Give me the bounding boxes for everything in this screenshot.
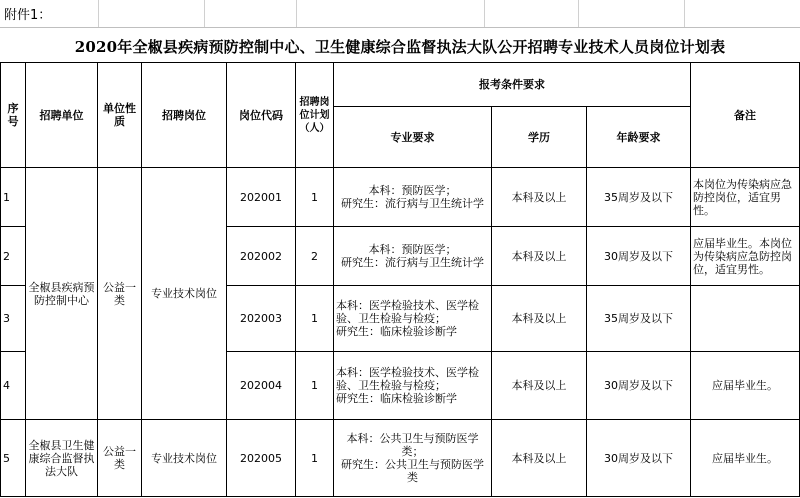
cell-education: 本科及以上: [492, 352, 587, 420]
cell-unit: 全椒县卫生健康综合监督执法大队: [26, 420, 98, 497]
cell-code: 202003: [227, 286, 296, 352]
major-undergrad: 本科：医学检验技术、医学检验、卫生检验与检疫；: [336, 366, 479, 392]
major-graduate: 研究生：临床检验诊断学: [336, 325, 457, 338]
cell-code: 202005: [227, 420, 296, 497]
header-requirements: 报考条件要求: [334, 63, 691, 107]
sheet-gridline: [484, 0, 485, 27]
major-graduate: 研究生：公共卫生与预防医学类: [341, 458, 484, 484]
cell-major: [334, 168, 492, 227]
header-plan: 招聘岗位计划（人）: [296, 63, 334, 168]
cell-age: 30周岁及以下: [587, 420, 691, 497]
header-code: 岗位代码: [227, 63, 296, 168]
cell-age: 35周岁及以下: [587, 168, 691, 227]
cell-plan: 1: [296, 286, 334, 352]
cell-code: 202004: [227, 352, 296, 420]
cell-plan: 2: [296, 227, 334, 286]
cell-remark: 应届毕业生。: [691, 420, 800, 497]
sheet-gridline: [204, 0, 205, 27]
cell-major: [334, 286, 492, 352]
major-graduate: 研究生：流行病与卫生统计学: [341, 197, 484, 210]
table-row: [1, 168, 800, 227]
cell-post: 专业技术岗位: [142, 420, 227, 497]
cell-code: 202001: [227, 168, 296, 227]
title-divider: [0, 27, 800, 28]
sheet-gridline: [296, 0, 297, 27]
cell-education: 本科及以上: [492, 227, 587, 286]
cell-remark: 本岗位为传染病应急防控岗位，适宜男性。: [691, 168, 800, 227]
cell-age: 30周岁及以下: [587, 227, 691, 286]
cell-major: [334, 227, 492, 286]
cell-plan: 1: [296, 168, 334, 227]
major-undergrad: 本科：医学检验技术、医学检验、卫生检验与检疫；: [336, 299, 479, 325]
major-undergrad: 本科：公共卫生与预防医学类；: [346, 432, 479, 458]
sheet-gridline: [578, 0, 579, 27]
cell-age: 30周岁及以下: [587, 352, 691, 420]
header-seq: 序号: [1, 63, 26, 168]
table-row: [1, 420, 800, 497]
header-major: 专业要求: [334, 107, 492, 168]
sheet-gridline: [684, 0, 685, 27]
cell-education: 本科及以上: [492, 286, 587, 352]
cell-seq: 5: [1, 420, 26, 497]
cell-remark: 应届毕业生。本岗位为传染病应急防控岗位，适宜男性。: [691, 227, 800, 286]
sheet-gridline: [98, 0, 99, 27]
cell-unit: 全椒县疾病预防控制中心: [26, 168, 98, 420]
major-graduate: 研究生：临床检验诊断学: [336, 392, 457, 405]
header-row: [1, 63, 800, 107]
page-title: 2020年全椒县疾病预防控制中心、卫生健康综合监督执法大队公开招聘专业技术人员岗位计划表: [74, 38, 726, 56]
header-age: 年龄要求: [587, 107, 691, 168]
cell-seq: 1: [1, 168, 26, 227]
cell-seq: 2: [1, 227, 26, 286]
cell-seq: 3: [1, 286, 26, 352]
cell-major: [334, 420, 492, 497]
header-education: 学历: [492, 107, 587, 168]
major-graduate: 研究生：流行病与卫生统计学: [341, 256, 484, 269]
cell-seq: 4: [1, 352, 26, 420]
cell-nature: 公益一类: [98, 420, 142, 497]
header-remarks: 备注: [691, 63, 800, 168]
cell-education: 本科及以上: [492, 168, 587, 227]
cell-plan: 1: [296, 420, 334, 497]
attachment-label: 附件1：: [4, 8, 52, 23]
cell-education: 本科及以上: [492, 420, 587, 497]
cell-age: 35周岁及以下: [587, 286, 691, 352]
header-unit: 招聘单位: [26, 63, 98, 168]
cell-major: [334, 352, 492, 420]
major-undergrad: 本科：预防医学；: [368, 243, 457, 256]
cell-plan: 1: [296, 352, 334, 420]
cell-code: 202002: [227, 227, 296, 286]
header-nature: 单位性质: [98, 63, 142, 168]
cell-post: 专业技术岗位: [142, 168, 227, 420]
major-undergrad: 本科：预防医学；: [368, 184, 457, 197]
cell-remark: 应届毕业生。: [691, 352, 800, 420]
header-post: 招聘岗位: [142, 63, 227, 168]
cell-remark: [691, 286, 800, 352]
recruitment-plan-table: [0, 62, 800, 497]
cell-nature: 公益一类: [98, 168, 142, 420]
